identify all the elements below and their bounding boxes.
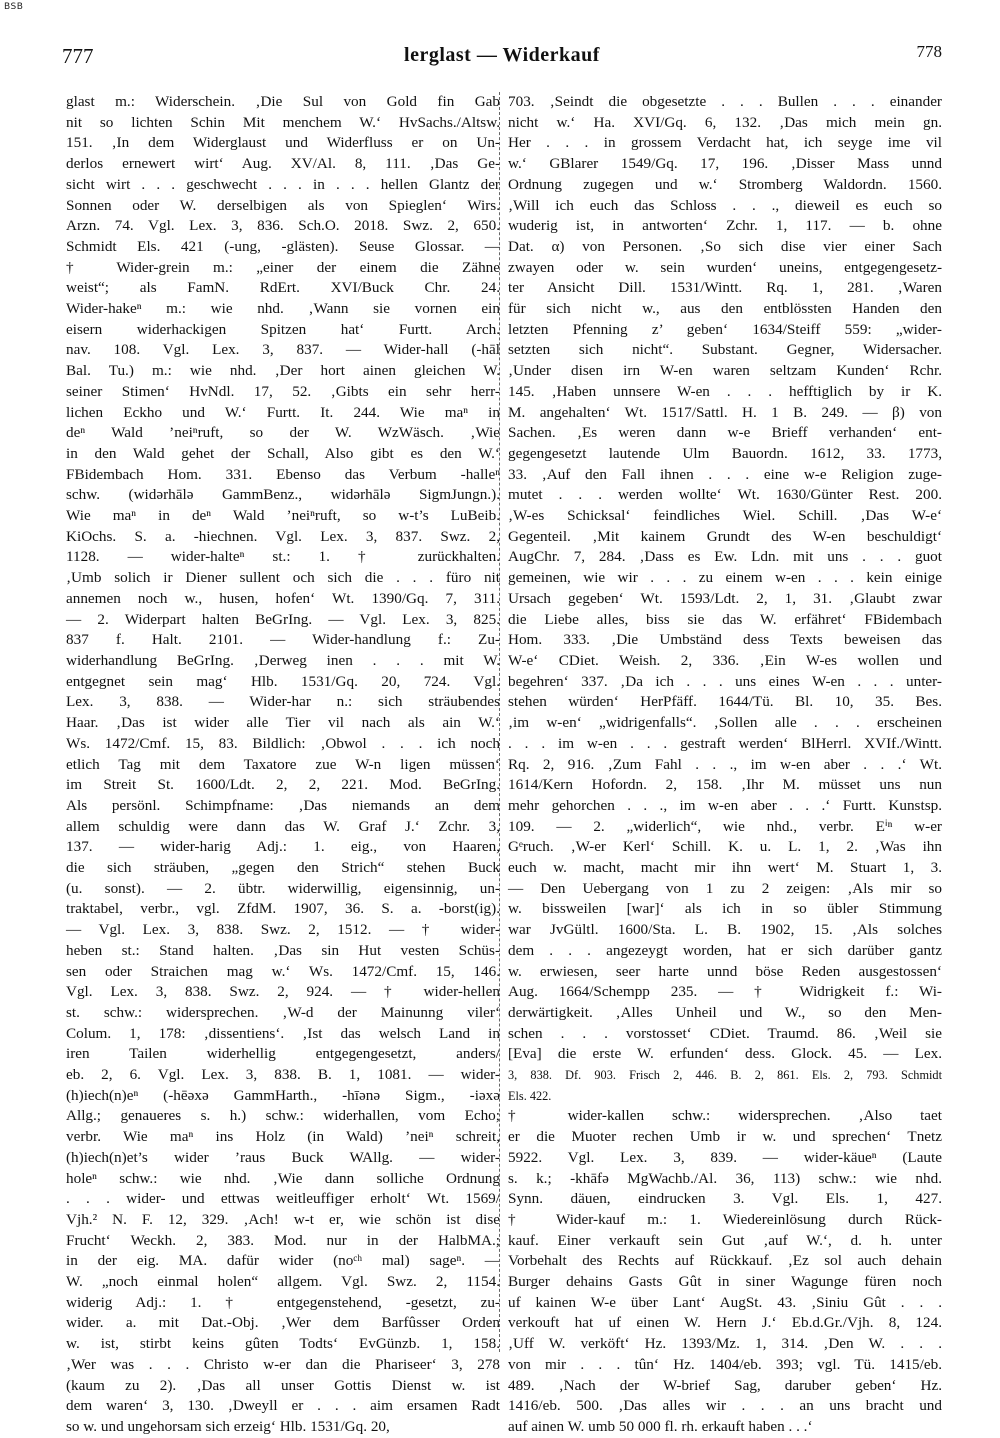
- text-line: ter Ansicht Dill. 1531/Wintt. Rq. 1, 281. ‚Waren: [508, 279, 942, 297]
- text-line: Ws. 1472/Cmf. 15, 83. Bildlich: ‚Obwol . . . ich noch: [66, 734, 500, 752]
- text-line: widerhandlung BeGrIng. ‚Derweg inen . . . mit W.: [66, 651, 500, 669]
- text-line: Allg.; genaueres s. h.) schw.: widerhallen, vom Echo;: [66, 1107, 500, 1125]
- text-line: setzten sich nicht“. Substant. Gegner, Widersacher.: [508, 341, 942, 359]
- text-line: lichen Eckho und W.‘ Furtt. It. 244. Wie maⁿ in: [66, 403, 500, 421]
- text-line: † Wider-grein m.: „einer der einem die Zähne: [66, 258, 500, 276]
- text-line: glast m.: Widerschein. ‚Die Sul von Gold fin Gab: [66, 93, 500, 110]
- text-line: mutet . . . werden wollte‘ Wt. 1630/Günter Rest. 200.: [508, 486, 942, 504]
- text-line: AugChr. 7, 284. ‚Dass es Ew. Ldn. mit uns . . . guot: [508, 548, 942, 566]
- text-line: dem . . . angezeygt worden, hat er sich darüber gantz: [508, 941, 942, 959]
- text-line: ‚Umb solich ir Diener sullent och sich die . . . füro nit: [66, 569, 500, 587]
- text-line: weist“; als FamN. RdErt. XVI/Buck Chr. 24.: [66, 279, 500, 297]
- text-line: eb. 2, 6. Vgl. Lex. 3, 838. B. 1, 1081. — wider-: [66, 1066, 500, 1084]
- text-line: so w. und ungehorsam sich erzeig‘ Hlb. 1531/Gq. 20,: [66, 1418, 390, 1435]
- text-line: 137. — wider-harig Adj.: 1. eig., von Haaren,: [66, 838, 500, 856]
- text-line: Ordnung zugegen und w.‘ Stromberg Waldordn. 1560.: [508, 175, 942, 193]
- text-line: 109. — 2. „widerlich“, wie nhd., verbr. Eⁱⁿ w-er: [508, 817, 942, 835]
- text-line: ‚Will ich euch das Schloss . . ., dieweil es euch so: [508, 196, 942, 214]
- text-line: verkouft hat uf einen W. Hern J.‘ Eb.d.Gr./Vjh. 8, 124.: [508, 1314, 942, 1332]
- text-line: etlich Tag mit dem Taxatore zue W-n ligen müssen‘: [66, 755, 500, 773]
- text-line: war JvGültl. 1600/Sta. L. B. 1902, 15. ‚Als solches: [508, 921, 942, 939]
- text-line: . . . wider- und ettwas weitleuffiger erholt‘ Wt. 1569/: [66, 1190, 500, 1208]
- text-line: 151. ‚In dem Widerglaust und Widerfluss er on Un-: [66, 134, 500, 152]
- text-line: Lex. 3, 838. — Wider-har n.: sich sträubendes: [66, 693, 500, 711]
- text-line: ‚im w-en‘ „widrigenfalls“. ‚Sollen alle . . . erscheinen: [508, 714, 942, 732]
- text-line: Als persönl. Schimpfname: ‚Das niemands an dem: [66, 796, 500, 814]
- text-line: 1614/Kern Hofordn. 2, 158. ‚Ihr M. müsset uns nun: [508, 776, 942, 794]
- text-line: Wie maⁿ in deⁿ Wald ’neiⁿruft, so w-t’s LuBeib.: [66, 507, 500, 525]
- text-line: Dat. α) von Personen. ‚So sich dise vier einer Sach: [508, 237, 942, 255]
- text-line: euch w. macht, macht mir ihn wert‘ M. Stuart 1, 3.: [508, 859, 942, 877]
- text-line: widerig Adj.: 1. † entgegenstehend, -gesetzt, zu-: [66, 1293, 500, 1311]
- text-line: Ursach gegeben‘ Wt. 1593/Ldt. 2, 1, 31. ‚Glaubt zwar: [508, 589, 942, 607]
- text-line: von mir . . . tûn‘ Hz. 1404/eb. 393; vgl. Tü. 1415/eb.: [508, 1355, 942, 1373]
- text-line: st. schw.: widersprechen. ‚W-d der Mainunng viler‘: [66, 1003, 500, 1021]
- text-line: letzten Pfenning z’ geben‘ 1634/Steiff 559: „wider-: [508, 320, 942, 338]
- right-column: [508, 92, 942, 1435]
- text-line: Sonnen oder W. derselbigen als von Spieglen‘ Wirs.: [66, 196, 500, 214]
- text-line: verbr. Wie maⁿ ins Holz (in Wald) ’neiⁿ schreit,: [66, 1128, 500, 1146]
- text-line: — Vgl. Lex. 3, 838. Swz. 2, 1512. — † wider-: [66, 921, 500, 939]
- text-line: schen . . . vorstosset‘ CDiet. Traumd. 86. ‚Weil sie: [508, 1024, 942, 1042]
- text-line: w.‘ GBlarer 1549/Gq. 17, 196. ‚Disser Mass unnd: [508, 155, 942, 173]
- text-line: 837 f. Halt. 2101. — Wider-handlung f.: Zu-: [66, 631, 500, 649]
- text-line: Vgl. Lex. 3, 838. Swz. 2, 924. — † wider-hellen: [66, 983, 500, 1001]
- text-line: 703. ‚Seindt die obgesetzte . . . Bullen . . . einander: [508, 93, 942, 110]
- text-line: ‚Uff W. verköft‘ Hz. 1393/Mz. 1, 314. ‚Den W. . . .: [508, 1335, 942, 1353]
- text-line: 5922. Vgl. Lex. 3, 839. — wider-käueⁿ (Laute: [508, 1148, 942, 1166]
- text-line: W-e‘ CDiet. Weish. 2, 336. ‚Ein W-es wollen und: [508, 651, 942, 669]
- text-line: stehen würden‘ HerPfäff. 1644/Tü. Bl. 10, 35. Bes.: [508, 693, 942, 711]
- text-line: derwärtigkeit. ‚Alles Unheil und W., so den Men-: [508, 1003, 942, 1021]
- text-line: Gegenteil. ‚Mit kainem Grundt des W-en beschuldigt‘: [508, 527, 942, 545]
- text-line: † Wider-kauf m.: 1. Wiedereinlösung durch Rück-: [508, 1210, 942, 1228]
- text-line: begehren‘ 337. ‚Da ich . . . uns eines W-en . . . unter-: [508, 672, 942, 690]
- text-line: die Liebe alles, biss sie das W. erfähret‘ FBidembach: [508, 610, 942, 628]
- text-line: Els. 422.: [508, 1088, 552, 1103]
- text-line: ‚W-es Schicksal‘ feindliches Wiel. Schill. ‚Das W-e‘: [508, 507, 942, 525]
- text-line: Rq. 2, 916. ‚Zum Fahl . . ., im w-en aber . . .‘ Wt.: [508, 755, 942, 773]
- text-line: 3, 838. Df. 903. Frisch 2, 446. B. 2, 861. Els. 2, 793. Schmidt: [508, 1068, 942, 1083]
- text-line: seiner Stimen‘ HvNdl. 17, 52. ‚Gibts ein sehr herr-: [66, 382, 500, 400]
- text-line: deⁿ Wald ’neiⁿruft, so der W. WzWäsch. ‚Wie: [66, 424, 500, 442]
- text-line: derlos ernewert wirt‘ Aug. XV/Al. 8, 111. ‚Das Ge-: [66, 155, 500, 173]
- text-line: nicht w.‘ Ha. XVI/Gq. 6, 132. ‚Das mich mein gn.: [508, 113, 942, 131]
- text-line: annemen noch w., husen, hofen‘ Wt. 1390/Gq. 7, 311.: [66, 589, 500, 607]
- text-line: FBidembach Hom. 331. Ebenso das Verbum -halleⁿ: [66, 465, 500, 483]
- text-line: Colum. 1, 178: ‚dissentiens‘. ‚Ist das welsch Land in: [66, 1024, 500, 1042]
- running-title: lerglast — Widerkauf: [404, 44, 600, 66]
- text-line: uf kainen W-e über Lant‘ AugSt. 43. ‚Siniu Gût . . .: [508, 1293, 942, 1311]
- text-line: 489. ‚Nach der W-brief Sag, daruber geben‘ Hz.: [508, 1376, 942, 1394]
- text-line: 1416/eb. 500. ‚Das alles wir . . . an uns bracht und: [508, 1397, 942, 1415]
- text-line: in den Wald gehet der Schall, Also gibt es den W.‘: [66, 444, 500, 462]
- text-line: sen oder Straichen mag w.‘ Ws. 1472/Cmf. 15, 146.: [66, 962, 500, 980]
- text-line: Hom. 333. ‚Die Umbständ dess Texts beweisen das: [508, 631, 942, 649]
- text-line: Frucht‘ Weckh. 2, 383. Mod. nur in der HalbMA.;: [66, 1231, 500, 1249]
- page-number-right: 778: [916, 42, 942, 61]
- text-line: Vjh.² N. F. 12, 329. ‚Ach! w-t er, wie schön ist dise: [66, 1210, 500, 1228]
- text-line: Gᵉruch. ‚W-er Kerl‘ Schill. K. u. L. 1, 2. ‚Was ihn: [508, 838, 942, 856]
- text-line: entgegnet sein mag‘ Hlb. 1531/Gq. 20, 724. Vgl.: [66, 672, 500, 690]
- text-line: allem schuldig were dann das W. Graf J.‘ Zchr. 3,: [66, 817, 500, 835]
- text-line: Her . . . in grossem Verdacht hat, ich seyge ime vil: [508, 134, 942, 152]
- text-line: eisern widerhackigen Spitzen hat‘ Furtt. Arch.: [66, 320, 500, 338]
- page-number-left: 777: [62, 44, 94, 68]
- text-line: dem waren‘ 3, 130. ‚Dweyll er . . . aim ersamen Radt: [66, 1397, 500, 1415]
- text-line: Wider-hakeⁿ m.: wie nhd. ‚Wann sie vornen ein: [66, 300, 500, 318]
- text-line: — Den Uebergang von 1 zu 2 zeigen: ‚Als mir so: [508, 879, 942, 897]
- text-line: die sich sträuben, „gegen den Strich“ stehen Buck: [66, 859, 500, 877]
- text-line: heben st.: Stand halten. ‚Das sin Hut vesten Schüs-: [66, 941, 500, 959]
- text-line: wuderig ist, in antworten‘ Zchr. 1, 117. — b. ohne: [508, 217, 942, 235]
- text-line: Arzn. 74. Vgl. Lex. 3, 836. Sch.O. 2018. Swz. 2, 650.: [66, 217, 500, 235]
- text-line: 1128. — wider-halteⁿ st.: 1. † zurückhalten.: [66, 548, 500, 566]
- text-line: M. angehalten‘ Wt. 1517/Sattl. H. 1 B. 249. — β) von: [508, 403, 942, 421]
- text-line: für sich nicht w., aus den entblössten Handen den: [508, 300, 942, 318]
- text-line: traktabel, verbr., vgl. ZfdM. 1907, 36. S. a. -borst(ig).: [66, 900, 500, 918]
- text-line: nav. 108. Vgl. Lex. 3, 837. — Wider-hall (-hāl: [66, 341, 500, 359]
- text-line: 33. ‚Auf den Fall ihnen . . . eine w-e Religion zuge-: [508, 465, 942, 483]
- text-line: Haar. ‚Das ist wider alle Tier vil nach als ain W.‘: [66, 714, 500, 732]
- text-line: w. erwiesen, seer harte unnd böse Reden ausgestossen‘: [508, 962, 942, 980]
- page-header: [62, 44, 942, 74]
- text-line: mehr gehorchen . . ., im w-en aber . . .‘ Furtt. Kunstsp.: [508, 796, 942, 814]
- text-line: s. k.; -khāfə MgWachb./Al. 36, 113) schw.: wie nhd.: [508, 1169, 942, 1187]
- left-column: [66, 92, 500, 1435]
- text-line: (h)iech(n)et’s wider ’raus Buck WAllg. — wider-: [66, 1148, 500, 1166]
- text-line: 145. ‚Haben unnsere W-en . . . hefftiglich by ir K.: [508, 382, 942, 400]
- text-line: schw. (widərhālə GammBenz., widərhālə SigmJungn.).: [66, 486, 500, 504]
- text-line: . . . im w-en . . . gestraft werden‘ BlHerrl. XVIf./Wintt.: [508, 734, 942, 752]
- text-line: (u. sonst). — 2. übtr. widerwillig, eigensinnig, un-: [66, 879, 500, 897]
- text-line: Burger dehains Gasts Gût in siner Wagunge füren noch: [508, 1273, 942, 1291]
- text-line: zwayen oder w. sein wurden‘ uneins, entgegengesetz-: [508, 258, 942, 276]
- text-line: — 2. Widerpart halten BeGrIng. — Vgl. Lex. 3, 825.: [66, 610, 500, 628]
- text-line: Schmidt Els. 421 (-ung, -glästen). Seuse Glossar. —: [66, 237, 500, 255]
- text-line: Synn. däuen, eindrucken 3. Vgl. Els. 1, 427.: [508, 1190, 942, 1208]
- text-line: im Streit St. 1600/Ldt. 2, 2, 221. Mod. BeGrIng.: [66, 776, 500, 794]
- text-line: iren Tailen widerhellig entgegengesetzt, anders/: [66, 1045, 500, 1063]
- column-divider: [499, 92, 500, 1352]
- text-line: holeⁿ schw.: wie nhd. ‚Wie dann solliche Ordnung: [66, 1169, 500, 1187]
- text-line: (h)iech(n)eⁿ (-hēəxə GammHarth., -hīənə Sigm., -iəxə: [66, 1086, 500, 1104]
- text-line: w. ist, stirbt keins gûten Todts‘ EvGünzb. 1, 158.: [66, 1335, 500, 1353]
- text-line: sicht wirt . . . geschwecht . . . in . . . hellen Glantz der: [66, 175, 500, 193]
- text-line: Sachen. ‚Es weren dann w-e Brieff verhanden‘ ent-: [508, 424, 942, 442]
- text-line: (kaum zu 2). ‚Das all unser Gottis Dienst w. ist: [66, 1376, 500, 1394]
- text-line: auf ainen W. umb 50 000 fl. rh. erkauft haben . . .‘: [508, 1418, 813, 1435]
- text-line: w. bissweilen [war]‘ als ich in so übler Stimmung: [508, 900, 942, 918]
- text-line: gegengesetzt lautende Ulm Bauordn. 1612, 33. 1773,: [508, 444, 942, 462]
- text-line: wider. a. mit Dat.-Obj. ‚Wer dem Barfûsser Orden: [66, 1314, 500, 1332]
- text-line: [Eva] die erste W. erfunden‘ dess. Glock. 45. — Lex.: [508, 1045, 942, 1063]
- text-line: er die Muoter rechen Umb ir w. und sprechen‘ Tnetz: [508, 1128, 942, 1146]
- text-line: Aug. 1664/Schempp 235. — † Widrigkeit f.: Wi-: [508, 983, 942, 1001]
- text-line: gemeinen, wie wir . . . zu einem w-en . . . kein einige: [508, 569, 942, 587]
- text-line: † wider-kallen schw.: widersprechen. ‚Also taet: [508, 1107, 942, 1125]
- text-line: nit so lichten Schin Mit menchem W.‘ HvSachs./Altsw.: [66, 113, 500, 131]
- text-line: KiOchs. S. a. -hiechnen. Vgl. Lex. 3, 837. Swz. 2,: [66, 527, 500, 545]
- text-line: Bal. Tu.) m.: wie nhd. ‚Der hort ainen gleichen W.: [66, 362, 500, 380]
- library-stamp: BSB: [4, 2, 24, 12]
- text-line: ‚Under disen irn W-en waren seltzam Kunden‘ Rchr.: [508, 362, 942, 380]
- text-line: W. „noch einmal holen“ allgem. Vgl. Swz. 2, 1154.: [66, 1273, 500, 1291]
- text-line: kauf. Einer verkauft sein Gut ‚auf W.‘, d. h. unter: [508, 1231, 942, 1249]
- text-line: in der eig. MA. dafür wider (noᶜʰ mal) sageⁿ. —: [66, 1252, 500, 1270]
- text-line: ‚Wer was . . . Christo w-er dan die Phariseer‘ 3, 278: [66, 1355, 500, 1373]
- text-line: Vorbehalt des Rechts auf Rückkauf. ‚Ez sol auch dehain: [508, 1252, 942, 1270]
